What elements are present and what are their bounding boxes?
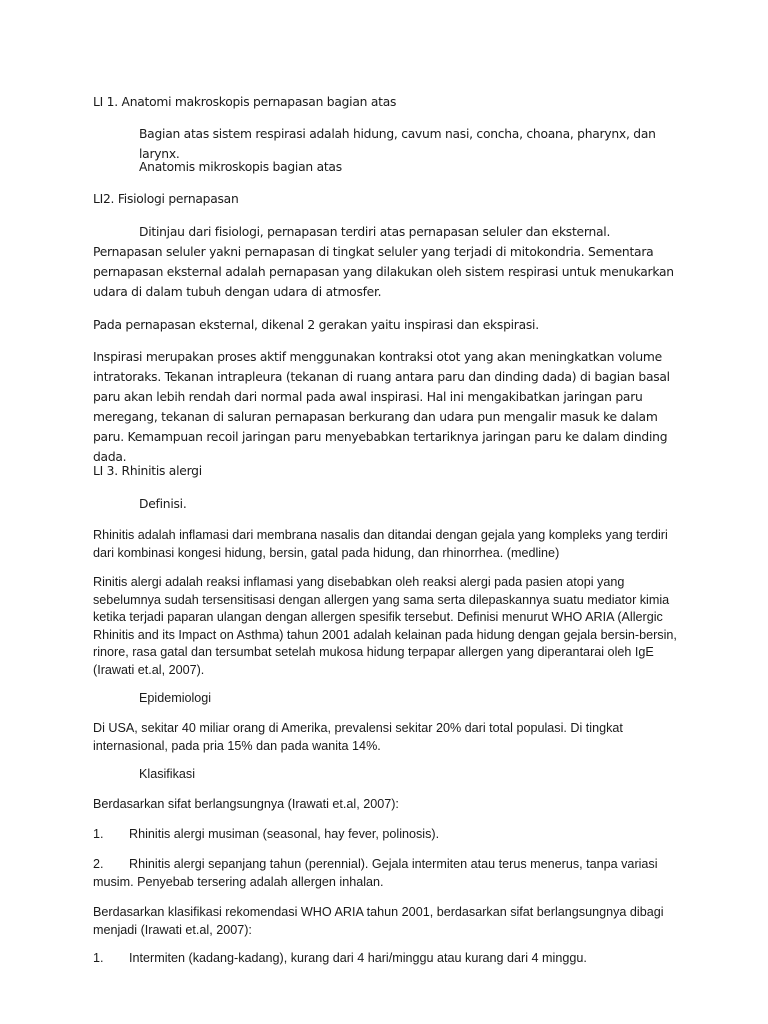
li2-heading: LI2. Fisiologi pernapasan <box>93 192 239 206</box>
epidemiologi-heading: Epidemiologi <box>139 691 212 705</box>
definisi-heading: Definisi. <box>139 497 187 511</box>
list-item-continuation: musim. Penyebab tersering adalah allergen inhalan. <box>93 875 384 889</box>
list-item-number: 1. <box>93 827 104 841</box>
definisi-paragraph-1: Rhinitis adalah inflamasi dari membrana nasalis dan ditandai dengan gejala yang kompleks yang terdiri dari kombinasi kongesi hidung, bersin, gatal pada hidung, dan rhinorrhea. (medline) <box>93 528 668 560</box>
li1-text: Bagian atas sistem respirasi adalah hidung, cavum nasi, concha, choana, pharynx, dan larynx. <box>139 127 656 161</box>
klasifikasi-heading: Klasifikasi <box>139 767 195 781</box>
li1-subheading: Anatomis mikroskopis bagian atas <box>139 160 342 174</box>
list-item-text: Rhinitis alergi sepanjang tahun (perennial). Gejala intermiten atau terus menerus, tanpa variasi <box>129 857 658 871</box>
list-item-text: Intermiten (kadang-kadang), kurang dari 4 hari/minggu atau kurang dari 4 minggu. <box>129 951 587 965</box>
list-item-number: 1. <box>93 951 104 965</box>
li1-heading: LI 1. Anatomi makroskopis pernapasan bagian atas <box>93 95 397 109</box>
list-item-number: 2. <box>93 857 104 871</box>
li2-paragraph-2: Pada pernapasan eksternal, dikenal 2 gerakan yaitu inspirasi dan ekspirasi. <box>93 318 539 332</box>
li2-paragraph-3: Inspirasi merupakan proses aktif menggunakan kontraksi otot yang akan meningkatkan volume intratoraks. Tekanan intrapleura (tekanan di ruang antara paru dan dinding dada) di bagian basal paru akan lebih rendah dari normal pada awal inspirasi. Hal ini mengakibatkan jaringan paru meregang, tekanan di saluran pernapasan berkurang dan udara pun mengalir masuk ke dalam paru. Kemampuan recoil jaringan paru menyebabkan tertariknya jaringan paru ke dalam dinding dada. <box>93 350 670 464</box>
epidemiologi-paragraph: Di USA, sekitar 40 miliar orang di Amerika, prevalensi sekitar 20% dari total populasi. Di tingkat internasional, pada pria 15% dan pada wanita 14%. <box>93 721 623 753</box>
definisi-paragraph-2: Rinitis alergi adalah reaksi inflamasi yang disebabkan oleh reaksi alergi pada pasien atopi yang sebelumnya sudah tersensitisasi dengan allergen yang sama serta dilepaskannya suatu mediator kimia ketika terjadi paparan ulangan dengan allergen spesifik tersebut. Definisi menurut WHO ARIA (Allergic Rhinitis and its Impact on Asthma) tahun 2001 adalah kelainan pada hidung dengan gejala bersin-bersin, rinore, rasa gatal dan tersumbat setelah mukosa hidung terpapar allergen yang diperantarai oleh IgE (Irawati et.al, 2007). <box>93 575 677 677</box>
li2-paragraph-1: Ditinjau dari fisiologi, pernapasan terdiri atas pernapasan seluler dan eksternal. Pernapasan seluler yakni pernapasan di tingkat seluler yang terjadi di mitokondria. Sementara pernapasan eksternal adalah pernapasan yang dilakukan oleh sistem respirasi untuk menukarkan udara di dalam tubuh dengan udara di atmosfer. <box>93 225 674 299</box>
li3-heading: LI 3. Rhinitis alergi <box>93 464 202 478</box>
klasifikasi-intro: Berdasarkan sifat berlangsungnya (Irawati et.al, 2007): <box>93 797 399 811</box>
klasifikasi-intro-2: Berdasarkan klasifikasi rekomendasi WHO ARIA tahun 2001, berdasarkan sifat berlangsungnya dibagi menjadi (Irawati et.al, 2007): <box>93 905 664 937</box>
list-item-text: Rhinitis alergi musiman (seasonal, hay fever, polinosis). <box>129 827 440 841</box>
